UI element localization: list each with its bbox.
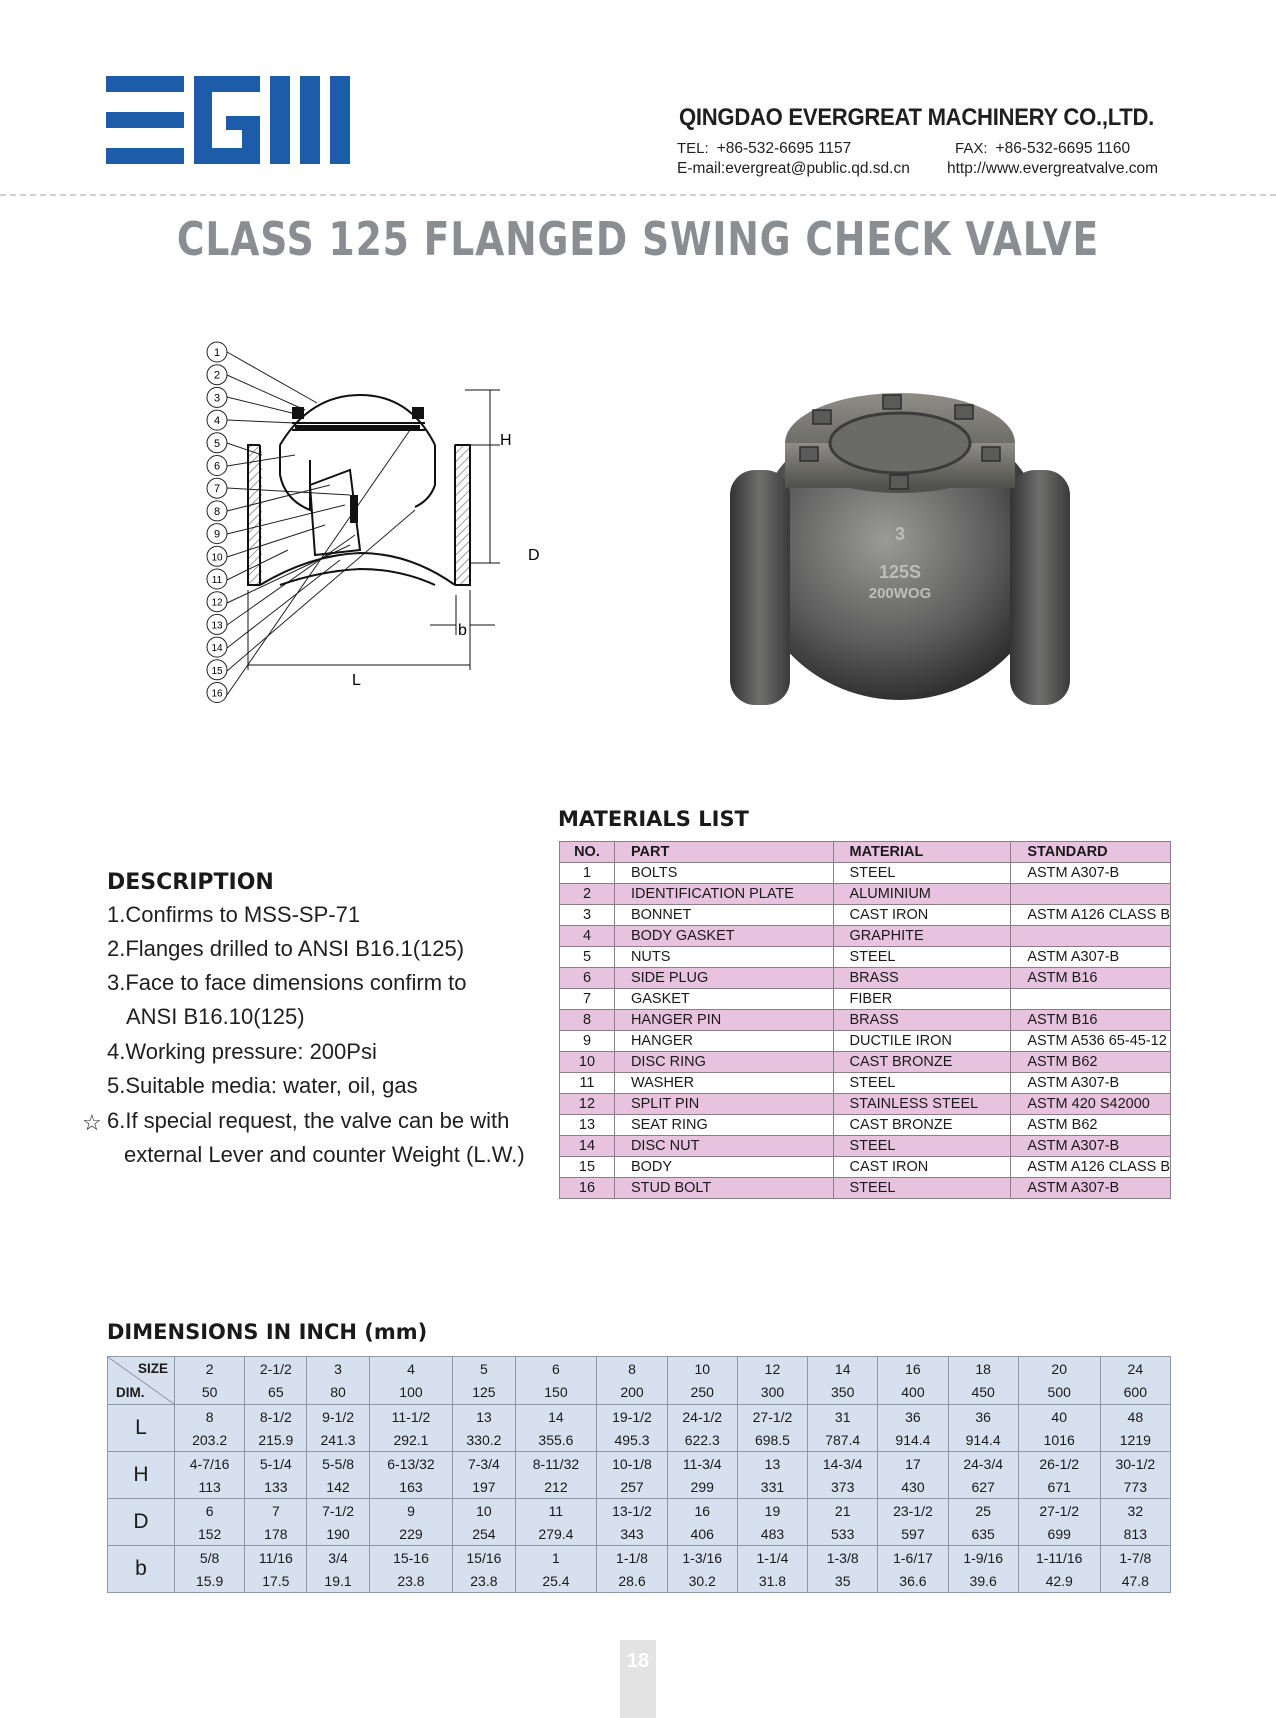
dim-mm-value: 279.4 xyxy=(515,1522,597,1546)
part-standard: ASTM A126 CLASS B xyxy=(1011,1157,1171,1178)
part-material: STEEL xyxy=(833,1136,1011,1157)
materials-row xyxy=(560,863,1171,884)
dim-mm-value: 627 xyxy=(948,1475,1018,1499)
dim-mm-value: 178 xyxy=(245,1522,307,1546)
part-material: BRASS xyxy=(833,1010,1011,1031)
dim-row-label: D xyxy=(108,1499,175,1546)
dim-inch-value: 7 xyxy=(245,1499,307,1523)
size-inch: 5 xyxy=(453,1357,515,1381)
part-name: IDENTIFICATION PLATE xyxy=(614,884,833,905)
materials-header-row xyxy=(560,842,1171,863)
part-no: 1 xyxy=(560,863,615,884)
dim-label-l: L xyxy=(352,672,361,689)
dim-mm-value: 257 xyxy=(597,1475,667,1499)
website-url: http://www.evergreatvalve.com xyxy=(947,160,1159,177)
size-inch: 2 xyxy=(175,1357,245,1381)
callout-number: 5 xyxy=(213,437,221,450)
dim-mm-value: 914.4 xyxy=(948,1428,1018,1452)
dim-mm-value: 495.3 xyxy=(597,1428,667,1452)
part-standard: ASTM A307-B xyxy=(1011,947,1171,968)
size-inch: 10 xyxy=(667,1357,737,1381)
part-no: 9 xyxy=(560,1031,615,1052)
casting-mark-2: 125S xyxy=(878,562,922,582)
dim-mm-value: 152 xyxy=(175,1522,245,1546)
part-standard: ASTM B62 xyxy=(1011,1052,1171,1073)
dim-inch-value: 3/4 xyxy=(307,1546,369,1570)
dim-mm-value: 699 xyxy=(1018,1522,1100,1546)
dim-mm-value: 35 xyxy=(808,1569,878,1593)
callout-number: 9 xyxy=(213,528,221,541)
part-no: 7 xyxy=(560,989,615,1010)
dim-inch-value: 14 xyxy=(515,1405,597,1429)
dim-inch-value: 13 xyxy=(737,1452,807,1476)
part-material: GRAPHITE xyxy=(833,926,1011,947)
dim-inch-value: 8-1/2 xyxy=(245,1405,307,1429)
col-header-no: NO. xyxy=(560,842,615,863)
callout-number: 7 xyxy=(213,483,221,496)
part-standard: ASTM A307-B xyxy=(1011,1178,1171,1199)
col-header-part: PART xyxy=(614,842,833,863)
col-header-material: MATERIAL xyxy=(833,842,1011,863)
materials-row xyxy=(560,905,1171,926)
callout-number: 3 xyxy=(213,392,221,405)
part-material: STEEL xyxy=(833,1073,1011,1094)
dim-inch-value: 36 xyxy=(948,1405,1018,1429)
part-standard: ASTM A536 65-45-12 xyxy=(1011,1031,1171,1052)
dim-inch-value: 7-3/4 xyxy=(453,1452,515,1476)
dim-inch-value: 10-1/8 xyxy=(597,1452,667,1476)
description-heading: DESCRIPTION xyxy=(107,870,274,895)
dim-mm-value: 343 xyxy=(597,1522,667,1546)
dim-inch-value: 36 xyxy=(878,1405,948,1429)
dim-inch-value: 32 xyxy=(1100,1499,1170,1523)
dim-row-label: b xyxy=(108,1546,175,1593)
dim-inch-value: 4-7/16 xyxy=(175,1452,245,1476)
size-mm: 400 xyxy=(878,1381,948,1405)
callout-number: 11 xyxy=(211,575,223,586)
materials-row xyxy=(560,1073,1171,1094)
dim-inch-value: 26-1/2 xyxy=(1018,1452,1100,1476)
dim-mm-value: 19.1 xyxy=(307,1569,369,1593)
part-no: 11 xyxy=(560,1073,615,1094)
part-name: BODY xyxy=(614,1157,833,1178)
dim-inch-value: 6-13/32 xyxy=(369,1452,453,1476)
dim-mm-value: 39.6 xyxy=(948,1569,1018,1593)
size-mm: 500 xyxy=(1018,1381,1100,1405)
part-standard: ASTM A307-B xyxy=(1011,863,1171,884)
header-divider xyxy=(0,194,1276,196)
dim-mm-value: 430 xyxy=(878,1475,948,1499)
part-name: SEAT RING xyxy=(614,1115,833,1136)
dim-mm-value: 15.9 xyxy=(175,1569,245,1593)
part-no: 10 xyxy=(560,1052,615,1073)
materials-row xyxy=(560,1178,1171,1199)
dim-inch-value: 15/16 xyxy=(453,1546,515,1570)
part-name: DISC RING xyxy=(614,1052,833,1073)
part-name: HANGER xyxy=(614,1031,833,1052)
size-mm: 150 xyxy=(515,1381,597,1405)
dim-mm-value: 133 xyxy=(245,1475,307,1499)
size-mm: 125 xyxy=(453,1381,515,1405)
callout-number: 10 xyxy=(211,552,223,564)
callout-number: 15 xyxy=(211,665,223,677)
dim-mm-value: 914.4 xyxy=(878,1428,948,1452)
dim-inch-value: 1-11/16 xyxy=(1018,1546,1100,1570)
part-standard xyxy=(1011,989,1171,1010)
part-no: 12 xyxy=(560,1094,615,1115)
callout-number: 13 xyxy=(211,620,223,632)
dimensions-table xyxy=(107,1356,1171,1593)
dim-mm-value: 203.2 xyxy=(175,1428,245,1452)
description-line: external Lever and counter Weight (L.W.) xyxy=(124,1142,525,1167)
dim-inch-value: 14-3/4 xyxy=(808,1452,878,1476)
part-standard: ASTM B62 xyxy=(1011,1115,1171,1136)
size-inch: 12 xyxy=(737,1357,807,1381)
dim-mm-value: 215.9 xyxy=(245,1428,307,1452)
part-no: 3 xyxy=(560,905,615,926)
dim-mm-value: 17.5 xyxy=(245,1569,307,1593)
callout-number: 4 xyxy=(213,415,221,428)
dim-inch-value: 11 xyxy=(515,1499,597,1523)
dim-mm-value: 597 xyxy=(878,1522,948,1546)
part-name: NUTS xyxy=(614,947,833,968)
part-no: 16 xyxy=(560,1178,615,1199)
dim-inch-value: 5-5/8 xyxy=(307,1452,369,1476)
corner-size-label: SIZE xyxy=(137,1361,168,1376)
dim-mm-value: 1219 xyxy=(1100,1428,1170,1452)
callout-number: 16 xyxy=(211,688,223,700)
company-logo xyxy=(106,76,352,164)
description-line: ANSI B16.10(125) xyxy=(126,1004,305,1029)
part-name: DISC NUT xyxy=(614,1136,833,1157)
size-inch: 18 xyxy=(948,1357,1018,1381)
dim-mm-value: 292.1 xyxy=(369,1428,453,1452)
materials-row xyxy=(560,1031,1171,1052)
part-material: FIBER xyxy=(833,989,1011,1010)
dim-inch-value: 6 xyxy=(175,1499,245,1523)
dim-mm-value: 42.9 xyxy=(1018,1569,1100,1593)
page-number: 18 xyxy=(626,1650,650,1672)
dim-mm-value: 23.8 xyxy=(453,1569,515,1593)
dim-mm-value: 47.8 xyxy=(1100,1569,1170,1593)
dim-mm-value: 1016 xyxy=(1018,1428,1100,1452)
casting-mark-3: 200WOG xyxy=(868,585,932,602)
dim-inch-value: 1-3/16 xyxy=(667,1546,737,1570)
dim-inch-value: 17 xyxy=(878,1452,948,1476)
part-material: STEEL xyxy=(833,863,1011,884)
dim-inch-value: 13 xyxy=(453,1405,515,1429)
dim-mm-value: 229 xyxy=(369,1522,453,1546)
size-mm: 50 xyxy=(175,1381,245,1405)
dim-inch-value: 5-1/4 xyxy=(245,1452,307,1476)
dim-mm-value: 163 xyxy=(369,1475,453,1499)
dim-inch-value: 48 xyxy=(1100,1405,1170,1429)
part-name: SPLIT PIN xyxy=(614,1094,833,1115)
dim-inch-value: 8-11/32 xyxy=(515,1452,597,1476)
part-name: SIDE PLUG xyxy=(614,968,833,989)
col-header-standard: STANDARD xyxy=(1011,842,1171,863)
size-mm: 65 xyxy=(245,1381,307,1405)
callout-number: 1 xyxy=(213,347,221,359)
materials-row xyxy=(560,1010,1171,1031)
materials-row xyxy=(560,968,1171,989)
part-material: ALUMINIUM xyxy=(833,884,1011,905)
dim-mm-value: 698.5 xyxy=(737,1428,807,1452)
dim-mm-value: 190 xyxy=(307,1522,369,1546)
part-material: STEEL xyxy=(833,947,1011,968)
part-name: STUD BOLT xyxy=(614,1178,833,1199)
dim-inch-value: 13-1/2 xyxy=(597,1499,667,1523)
callout-number: 12 xyxy=(211,597,223,609)
dim-inch-value: 16 xyxy=(667,1499,737,1523)
dim-inch-value: 23-1/2 xyxy=(878,1499,948,1523)
description-line: 5.Suitable media: water, oil, gas xyxy=(107,1073,418,1098)
dim-mm-value: 355.6 xyxy=(515,1428,597,1452)
description-line: 2.Flanges drilled to ANSI B16.1(125) xyxy=(107,936,465,961)
part-material: BRASS xyxy=(833,968,1011,989)
part-standard: ASTM A126 CLASS B xyxy=(1011,905,1171,926)
dim-label-d: D xyxy=(528,547,540,564)
size-inch: 20 xyxy=(1018,1357,1100,1381)
valve-photo xyxy=(700,365,1100,725)
part-material: STAINLESS STEEL xyxy=(833,1094,1011,1115)
dim-inch-value: 1-7/8 xyxy=(1100,1546,1170,1570)
description-line: 6.If special request, the valve can be with xyxy=(107,1108,510,1133)
dim-inch-value: 15-16 xyxy=(369,1546,453,1570)
dim-inch-value: 1-6/17 xyxy=(878,1546,948,1570)
dim-label-h: H xyxy=(500,432,512,449)
size-inch: 14 xyxy=(808,1357,878,1381)
dim-inch-value: 10 xyxy=(453,1499,515,1523)
materials-row xyxy=(560,989,1171,1010)
part-material: CAST BRONZE xyxy=(833,1052,1011,1073)
materials-row xyxy=(560,1115,1171,1136)
dim-row-label: L xyxy=(108,1405,175,1452)
size-inch: 6 xyxy=(515,1357,597,1381)
callout-number: 2 xyxy=(213,369,221,382)
dimensions-heading: DIMENSIONS IN INCH (mm) xyxy=(107,1320,428,1344)
part-standard: ASTM A307-B xyxy=(1011,1073,1171,1094)
part-name: WASHER xyxy=(614,1073,833,1094)
dim-inch-value: 1-3/8 xyxy=(808,1546,878,1570)
size-inch: 4 xyxy=(369,1357,453,1381)
dim-inch-value: 8 xyxy=(175,1405,245,1429)
dim-mm-value: 483 xyxy=(737,1522,807,1546)
size-inch: 24 xyxy=(1100,1357,1170,1381)
dim-mm-value: 113 xyxy=(175,1475,245,1499)
dim-row-label: H xyxy=(108,1452,175,1499)
valve-section-drawing xyxy=(200,335,580,725)
dim-mm-value: 813 xyxy=(1100,1522,1170,1546)
dim-mm-value: 254 xyxy=(453,1522,515,1546)
part-no: 5 xyxy=(560,947,615,968)
part-name: BONNET xyxy=(614,905,833,926)
company-name: QINGDAO EVERGREAT MACHINERY CO.,LTD. xyxy=(679,104,1155,131)
materials-row xyxy=(560,1136,1171,1157)
dim-inch-value: 19 xyxy=(737,1499,807,1523)
size-dim-corner xyxy=(108,1357,175,1405)
dim-inch-value: 30-1/2 xyxy=(1100,1452,1170,1476)
size-mm: 200 xyxy=(597,1381,667,1405)
dim-mm-value: 36.6 xyxy=(878,1569,948,1593)
dim-mm-value: 23.8 xyxy=(369,1569,453,1593)
dim-mm-value: 331 xyxy=(737,1475,807,1499)
materials-table xyxy=(559,841,1171,1199)
dim-mm-value: 30.2 xyxy=(667,1569,737,1593)
part-material: STEEL xyxy=(833,1178,1011,1199)
page-number-tab xyxy=(620,1640,656,1718)
dim-mm-value: 635 xyxy=(948,1522,1018,1546)
materials-row xyxy=(560,1157,1171,1178)
corner-dim-label: DIM. xyxy=(116,1385,145,1400)
dim-mm-value: 787.4 xyxy=(808,1428,878,1452)
email-address: E-mail:evergreat@public.qd.sd.cn xyxy=(677,160,910,177)
dim-inch-value: 1-1/4 xyxy=(737,1546,807,1570)
dim-inch-value: 27-1/2 xyxy=(1018,1499,1100,1523)
dim-inch-value: 7-1/2 xyxy=(307,1499,369,1523)
dim-inch-value: 24-1/2 xyxy=(667,1405,737,1429)
size-inch: 2-1/2 xyxy=(245,1357,307,1381)
dim-inch-value: 19-1/2 xyxy=(597,1405,667,1429)
size-mm: 450 xyxy=(948,1381,1018,1405)
part-name: GASKET xyxy=(614,989,833,1010)
dim-inch-value: 11-1/2 xyxy=(369,1405,453,1429)
part-material: CAST BRONZE xyxy=(833,1115,1011,1136)
dim-mm-value: 28.6 xyxy=(597,1569,667,1593)
part-name: HANGER PIN xyxy=(614,1010,833,1031)
dim-inch-value: 5/8 xyxy=(175,1546,245,1570)
size-mm: 250 xyxy=(667,1381,737,1405)
dim-mm-value: 241.3 xyxy=(307,1428,369,1452)
materials-row xyxy=(560,947,1171,968)
description-line: 1.Confirms to MSS-SP-71 xyxy=(107,902,361,927)
dim-inch-value: 1-9/16 xyxy=(948,1546,1018,1570)
dim-mm-value: 671 xyxy=(1018,1475,1100,1499)
materials-heading: MATERIALS LIST xyxy=(558,807,749,831)
materials-row xyxy=(560,1094,1171,1115)
size-inch: 3 xyxy=(307,1357,369,1381)
dim-inch-value: 27-1/2 xyxy=(737,1405,807,1429)
dim-label-b: b xyxy=(458,622,467,639)
part-name: BODY GASKET xyxy=(614,926,833,947)
part-material: CAST IRON xyxy=(833,905,1011,926)
part-no: 2 xyxy=(560,884,615,905)
size-mm: 80 xyxy=(307,1381,369,1405)
materials-row xyxy=(560,926,1171,947)
dim-mm-value: 622.3 xyxy=(667,1428,737,1452)
size-inch: 8 xyxy=(597,1357,667,1381)
size-mm: 350 xyxy=(808,1381,878,1405)
part-no: 14 xyxy=(560,1136,615,1157)
dim-mm-value: 299 xyxy=(667,1475,737,1499)
callout-number: 14 xyxy=(211,643,223,655)
dim-inch-value: 11/16 xyxy=(245,1546,307,1570)
dim-mm-value: 142 xyxy=(307,1475,369,1499)
part-no: 8 xyxy=(560,1010,615,1031)
description-line: 3.Face to face dimensions confirm to xyxy=(107,970,467,995)
dim-inch-value: 21 xyxy=(808,1499,878,1523)
dim-inch-value: 9-1/2 xyxy=(307,1405,369,1429)
size-mm: 300 xyxy=(737,1381,807,1405)
dim-mm-value: 773 xyxy=(1100,1475,1170,1499)
part-standard xyxy=(1011,884,1171,905)
telephone: TEL: +86-532-6695 1157 xyxy=(677,140,852,157)
dim-mm-value: 212 xyxy=(515,1475,597,1499)
part-material: CAST IRON xyxy=(833,1157,1011,1178)
size-mm: 600 xyxy=(1100,1381,1170,1405)
part-material: DUCTILE IRON xyxy=(833,1031,1011,1052)
part-no: 13 xyxy=(560,1115,615,1136)
dim-inch-value: 11-3/4 xyxy=(667,1452,737,1476)
dim-mm-value: 373 xyxy=(808,1475,878,1499)
materials-row xyxy=(560,884,1171,905)
star-icon: ☆ xyxy=(82,1110,102,1135)
callout-number: 6 xyxy=(213,460,221,473)
size-mm: 100 xyxy=(369,1381,453,1405)
part-standard: ASTM A307-B xyxy=(1011,1136,1171,1157)
callout-number: 8 xyxy=(213,505,221,518)
dim-inch-value: 25 xyxy=(948,1499,1018,1523)
dim-inch-value: 1-1/8 xyxy=(597,1546,667,1570)
part-standard: ASTM B16 xyxy=(1011,1010,1171,1031)
dim-inch-value: 40 xyxy=(1018,1405,1100,1429)
part-standard: ASTM 420 S42000 xyxy=(1011,1094,1171,1115)
part-callouts xyxy=(207,342,227,703)
page-title: CLASS 125 FLANGED SWING CHECK VALVE xyxy=(176,212,1100,266)
casting-mark-1: 3 xyxy=(894,524,906,544)
fax-number: FAX: +86-532-6695 1160 xyxy=(955,140,1131,157)
dim-mm-value: 31.8 xyxy=(737,1569,807,1593)
dim-inch-value: 1 xyxy=(515,1546,597,1570)
size-inch: 16 xyxy=(878,1357,948,1381)
materials-row xyxy=(560,1052,1171,1073)
dim-inch-value: 31 xyxy=(808,1405,878,1429)
part-name: BOLTS xyxy=(614,863,833,884)
description-line: 4.Working pressure: 200Psi xyxy=(107,1039,377,1064)
part-standard xyxy=(1011,926,1171,947)
part-no: 6 xyxy=(560,968,615,989)
dim-mm-value: 406 xyxy=(667,1522,737,1546)
dim-mm-value: 330.2 xyxy=(453,1428,515,1452)
dim-mm-value: 197 xyxy=(453,1475,515,1499)
dim-inch-value: 9 xyxy=(369,1499,453,1523)
dim-inch-value: 24-3/4 xyxy=(948,1452,1018,1476)
part-no: 4 xyxy=(560,926,615,947)
dim-mm-value: 25.4 xyxy=(515,1569,597,1593)
dim-mm-value: 533 xyxy=(808,1522,878,1546)
part-standard: ASTM B16 xyxy=(1011,968,1171,989)
part-no: 15 xyxy=(560,1157,615,1178)
